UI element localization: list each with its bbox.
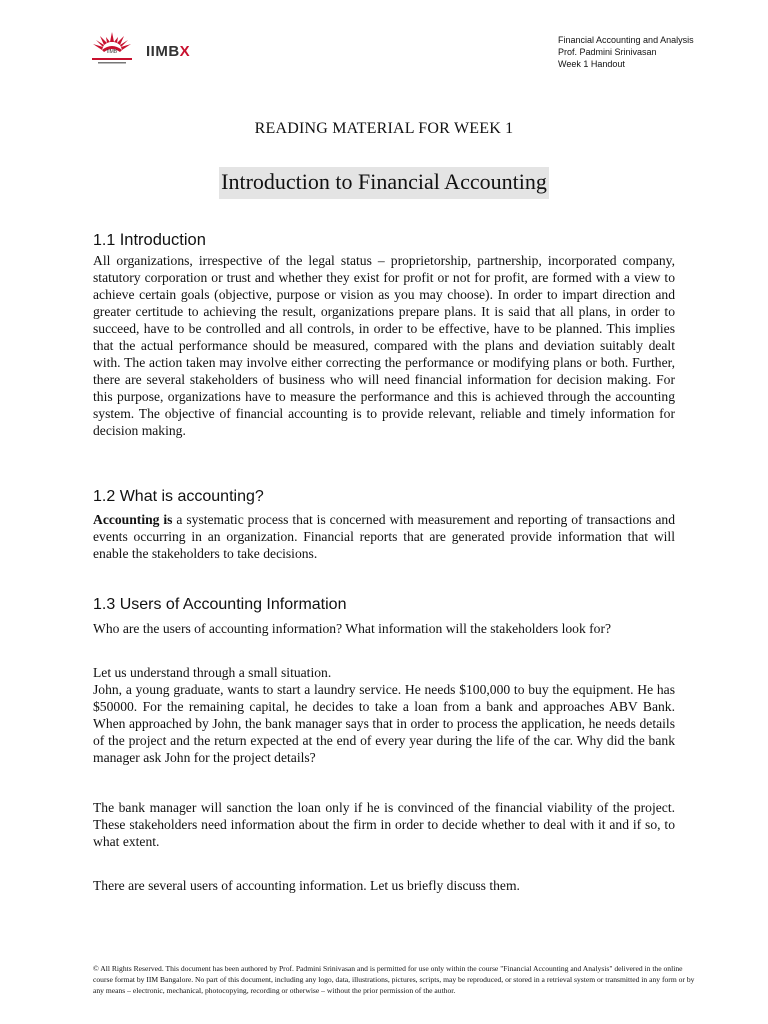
- course-title: Financial Accounting and Analysis: [558, 35, 694, 45]
- author-name: Prof. Padmini Srinivasan: [558, 47, 657, 57]
- section-heading-introduction: 1.1 Introduction: [93, 231, 206, 249]
- document-title: Introduction to Financial Accounting: [219, 167, 549, 199]
- header-course-info: [558, 34, 694, 70]
- handout-label: Week 1 Handout: [558, 59, 625, 69]
- page-header: [0, 0, 768, 80]
- iimbx-logo: [84, 28, 204, 68]
- copyright-footer: © All Rights Reserved. This document has been authored by Prof. Padmini Srinivasan and is permitted for use only within the course "Financial Accounting and Analysis" delivered in the online course format by IIM Bangalore. No part of this document, including any logo, data, illustrations, pictures, scripts, may be reproduced, or stored in a retrieval system or transmitted in any form or by any means – electronic, mechanical, photocopying, recording or otherwise – without the prior permission of the author.: [93, 964, 695, 995]
- iimbx-wordmark: IIMBX: [146, 43, 191, 60]
- users-summary-line: There are several users of accounting information. Let us briefly discuss them.: [93, 878, 520, 893]
- john-situation-paragraph: John, a young graduate, wants to start a laundry service. He needs $100,000 to buy the equipment. He has $50000. For the remaining capital, he decides to take a loan from a bank and approaches ABV Bank. When approached by John, the bank manager says that in order to process the application, he needs details of the project and the return expected at the end of every year during the life of the car. Why did the bank manager ask John for the project details?: [93, 682, 675, 765]
- accounting-lead-term: Accounting is: [93, 512, 173, 527]
- what-is-accounting-paragraph: Accounting is a systematic process that is concerned with measurement and reporting of transactions and events occurring in an organization. Financial reports that are generated provide information that will enable the stakeholders to take decisions.: [93, 512, 675, 561]
- iimb-emblem-icon: [84, 28, 140, 68]
- section-heading-what-is-accounting: 1.2 What is accounting?: [93, 488, 264, 505]
- section-heading-users: 1.3 Users of Accounting Information: [93, 596, 347, 613]
- introduction-paragraph: All organizations, irrespective of the legal status – proprietorship, partnership, incorporated company, statutory corporation or trust and whether they exist for profit or not for profit, are formed with a view to achieve certain goals (objective, purpose or vision as you may choose). In order to impart direction and greater certitude to achieving the result, organizations prepare plans. It is said that all plans, in order to succeed, have to be controlled and all controls, in order to be effective, have to be planned. This implies that the actual performance should be measured, compared with the plans and deviation suitably dealt with. The action taken may involve either correcting the performance or modifying plans or both. Further, there are several stakeholders of business who will need financial information for decision making. For this purpose, organizations have to measure the performance and this is achieved through the accounting system. The objective of financial accounting is to provide relevant, reliable and timely information for decision making.: [93, 253, 675, 438]
- document-title-wrap: [0, 167, 768, 199]
- svg-text:IIMB: IIMB: [106, 49, 118, 55]
- situation-intro-line: Let us understand through a small situation.: [93, 665, 332, 680]
- reading-material-heading: READING MATERIAL FOR WEEK 1: [254, 120, 514, 137]
- users-question-paragraph: Who are the users of accounting information? What information will the stakeholders look for?: [93, 621, 612, 636]
- bank-manager-paragraph: The bank manager will sanction the loan only if he is convinced of the financial viability of the project. These stakeholders need information about the firm in order to decide whether to deal with it and if so, to what extent.: [93, 800, 675, 849]
